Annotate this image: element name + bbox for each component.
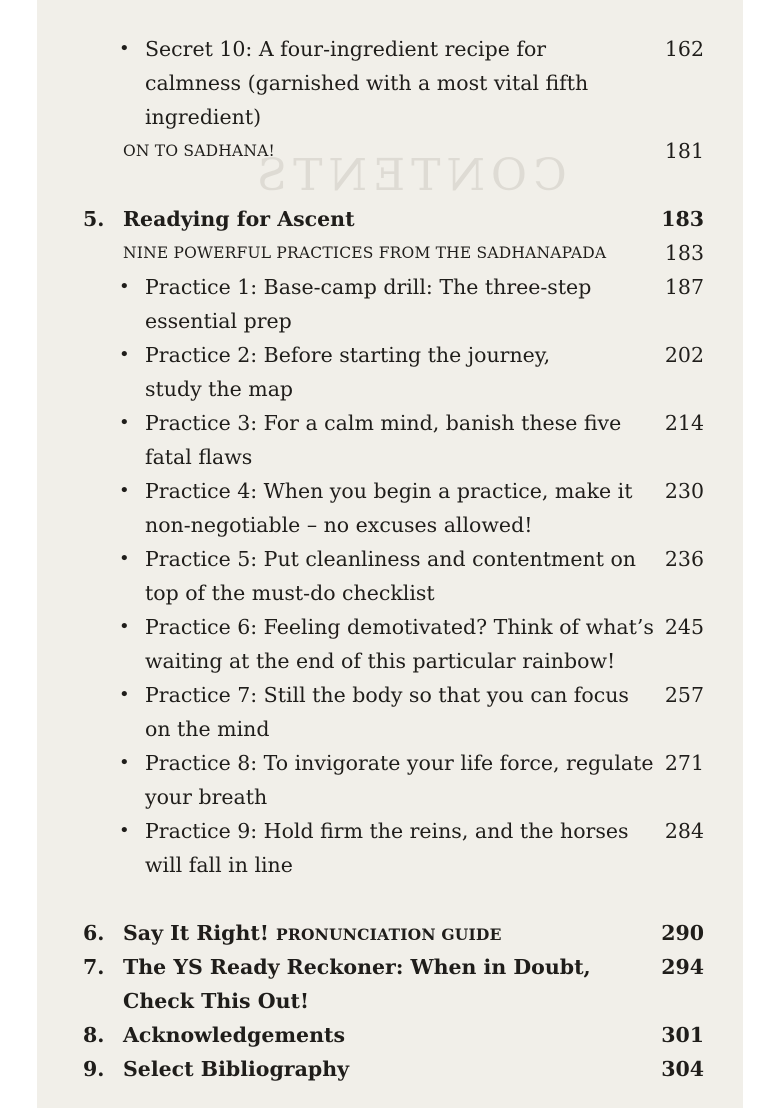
toc-entry-practice-7[interactable] [37, 678, 743, 712]
page-number: 304 [661, 1057, 704, 1081]
page-number: 290 [661, 921, 704, 945]
page-number: 301 [661, 1023, 704, 1047]
toc-chapter-9[interactable] [37, 1052, 743, 1086]
chapter-title: Select Bibliography [123, 1057, 350, 1081]
toc-entry-practice-2[interactable] [37, 338, 743, 372]
bullet-icon: • [119, 752, 130, 773]
toc-entry-continuation [37, 66, 743, 100]
toc-entry-practice-9[interactable] [37, 814, 743, 848]
page-number: 214 [664, 411, 704, 435]
chapter-title: Readying for Ascent [123, 207, 355, 231]
entry-text: NINE POWERFUL PRACTICES FROM THE SADHANAPADA [123, 244, 607, 262]
page-number: 162 [664, 37, 704, 61]
entry-text: ingredient) [145, 105, 262, 129]
page-number: 183 [664, 241, 704, 265]
bullet-icon: • [119, 38, 130, 59]
page-number: 202 [664, 343, 704, 367]
bullet-icon: • [119, 548, 130, 569]
entry-text: ON TO SADHANA! [123, 142, 275, 160]
chapter-number: 9. [83, 1057, 105, 1081]
toc-chapter-7[interactable] [37, 950, 743, 984]
page-number: 284 [664, 819, 704, 843]
entry-text: study the map [145, 377, 294, 401]
chapter-number: 7. [83, 955, 105, 979]
toc-chapter-6[interactable] [37, 916, 743, 950]
page-number: 183 [661, 207, 704, 231]
bullet-icon: • [119, 820, 130, 841]
toc-entry-practice-6[interactable] [37, 610, 743, 644]
toc-entry-practice-4[interactable] [37, 474, 743, 508]
toc-entry-continuation [37, 100, 743, 134]
chapter-title: The YS Ready Reckoner: When in Doubt, [123, 955, 591, 979]
bullet-icon: • [119, 276, 130, 297]
entry-text: essential prep [145, 309, 292, 333]
chapter-title: Acknowledgements [123, 1023, 346, 1047]
toc-entry-secret-10[interactable] [37, 32, 743, 66]
entry-text: Practice 1: Base-camp drill: The three-step [145, 275, 592, 299]
chapter-number: 5. [83, 207, 105, 231]
entry-text: Practice 9: Hold firm the reins, and the horses [145, 819, 629, 843]
book-page [37, 0, 743, 1108]
chapter-title: Check This Out! [123, 989, 309, 1013]
toc-chapter-5[interactable] [37, 202, 743, 236]
entry-text: fatal flaws [145, 445, 253, 469]
chapter-title-main: Say It Right! [123, 921, 269, 945]
toc-entry-nine-practices[interactable] [37, 236, 743, 270]
page-number: 271 [664, 751, 704, 775]
entry-text: Practice 8: To invigorate your life force, regulate [145, 751, 654, 775]
toc-entry-continuation [37, 372, 743, 406]
bullet-icon: • [119, 684, 130, 705]
chapter-number: 8. [83, 1023, 105, 1047]
bullet-icon: • [119, 480, 130, 501]
toc-entry-continuation [37, 440, 743, 474]
toc-entry-continuation [37, 848, 743, 882]
entry-text: calmness (garnished with a most vital fifth [145, 71, 589, 95]
toc-entry-on-to-sadhana[interactable] [37, 134, 743, 168]
toc-entry-continuation [37, 508, 743, 542]
entry-text: Practice 6: Feeling demotivated? Think of what’s [145, 615, 654, 639]
toc-chapter-continuation [37, 984, 743, 1018]
show-through-decoration: CONTENTS [251, 150, 567, 201]
chapter-title [123, 916, 502, 952]
entry-text: your breath [145, 785, 268, 809]
toc-entry-practice-5[interactable] [37, 542, 743, 576]
toc-entry-continuation [37, 576, 743, 610]
entry-text: Secret 10: A four-ingredient recipe for [145, 37, 547, 61]
page-number: 181 [664, 139, 704, 163]
toc-entry-continuation [37, 304, 743, 338]
entry-text: Practice 2: Before starting the journey, [145, 343, 551, 367]
bullet-icon: • [119, 344, 130, 365]
toc-entry-practice-3[interactable] [37, 406, 743, 440]
entry-text: on the mind [145, 717, 270, 741]
entry-text: Practice 3: For a calm mind, banish these five [145, 411, 622, 435]
bullet-icon: • [119, 412, 130, 433]
toc-chapter-8[interactable] [37, 1018, 743, 1052]
entry-text: top of the must-do checklist [145, 581, 435, 605]
page-number: 294 [661, 955, 704, 979]
page-number: 245 [664, 615, 704, 639]
entry-text: Practice 7: Still the body so that you can focus [145, 683, 629, 707]
page-number: 236 [664, 547, 704, 571]
chapter-number: 6. [83, 921, 105, 945]
entry-text: will fall in line [145, 853, 293, 877]
page-number: 187 [664, 275, 704, 299]
entry-text: waiting at the end of this particular rainbow! [145, 649, 616, 673]
toc-entry-practice-1[interactable] [37, 270, 743, 304]
page-number: 230 [664, 479, 704, 503]
toc-entry-continuation [37, 780, 743, 814]
toc-entry-practice-8[interactable] [37, 746, 743, 780]
chapter-subtitle: PRONUNCIATION GUIDE [276, 925, 502, 944]
page-number: 257 [664, 683, 704, 707]
bullet-icon: • [119, 616, 130, 637]
entry-text: Practice 5: Put cleanliness and contentment on [145, 547, 637, 571]
toc-entry-continuation [37, 712, 743, 746]
entry-text: Practice 4: When you begin a practice, make it [145, 479, 633, 503]
toc-entry-continuation [37, 644, 743, 678]
entry-text: non-negotiable – no excuses allowed! [145, 513, 533, 537]
